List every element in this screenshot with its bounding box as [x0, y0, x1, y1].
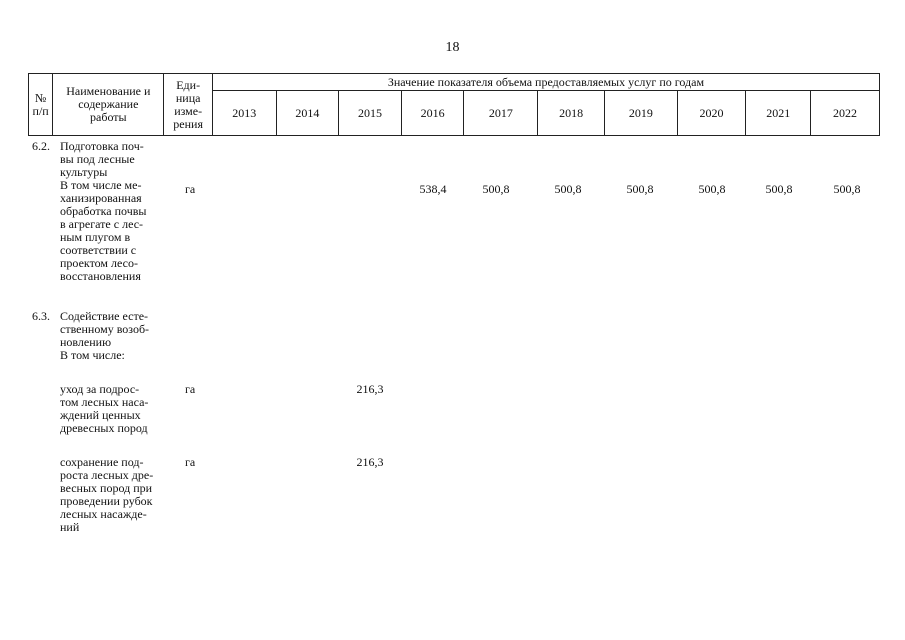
row-name: сохранение под- роста лесных дре- весных пород при проведении рубок лесных насажде- ний — [60, 455, 154, 534]
table-row — [0, 140, 905, 300]
cell-value: 500,8 — [554, 182, 582, 196]
cell-value: 500,8 — [482, 182, 510, 196]
header-year: 2022 — [811, 91, 880, 136]
header-year: 2016 — [401, 91, 464, 136]
row-unit: га — [185, 455, 196, 469]
row-name: Содействие есте- ственному возоб- новлению В том числе: — [60, 309, 150, 362]
row-number: 6.3. — [32, 309, 50, 323]
header-year: 2014 — [276, 91, 339, 136]
header-year: 2017 — [464, 91, 538, 136]
table-row — [0, 310, 905, 370]
header-year: 2019 — [604, 91, 677, 136]
row-name: Подготовка поч- вы под лесные культуры В том числе ме- ханизированная обработка почвы в агрегате с лес- ным плугом в соответствии с проектом лесо- восстановления — [60, 139, 147, 283]
table-row — [0, 383, 905, 443]
page-number: 18 — [445, 40, 460, 55]
header-col-unit: Еди- ница изме- рения — [164, 74, 213, 136]
header-year: 2020 — [677, 91, 746, 136]
header-year: 2018 — [538, 91, 605, 136]
header-year: 2021 — [746, 91, 811, 136]
cell-value: 500,8 — [698, 182, 726, 196]
header-year: 2015 — [339, 91, 402, 136]
cell-value: 500,8 — [833, 182, 861, 196]
header-year: 2013 — [212, 91, 276, 136]
cell-value: 216,3 — [356, 455, 384, 469]
row-name: уход за подрос- том лесных наса- ждений ценных древесных пород — [60, 382, 149, 435]
cell-value: 216,3 — [356, 382, 384, 396]
row-unit: га — [185, 182, 196, 196]
cell-value: 500,8 — [626, 182, 654, 196]
header-group-title: Значение показателя объема предоставляемых услуг по годам — [212, 74, 879, 91]
row-number: 6.2. — [32, 139, 50, 153]
table-header — [28, 73, 880, 136]
header-col-name: Наименование и содержание работы — [53, 74, 164, 136]
cell-value: 500,8 — [765, 182, 793, 196]
cell-value: 538,4 — [419, 182, 447, 196]
table-row — [0, 456, 905, 546]
row-unit: га — [185, 382, 196, 396]
header-col-num: № п/п — [29, 74, 53, 136]
